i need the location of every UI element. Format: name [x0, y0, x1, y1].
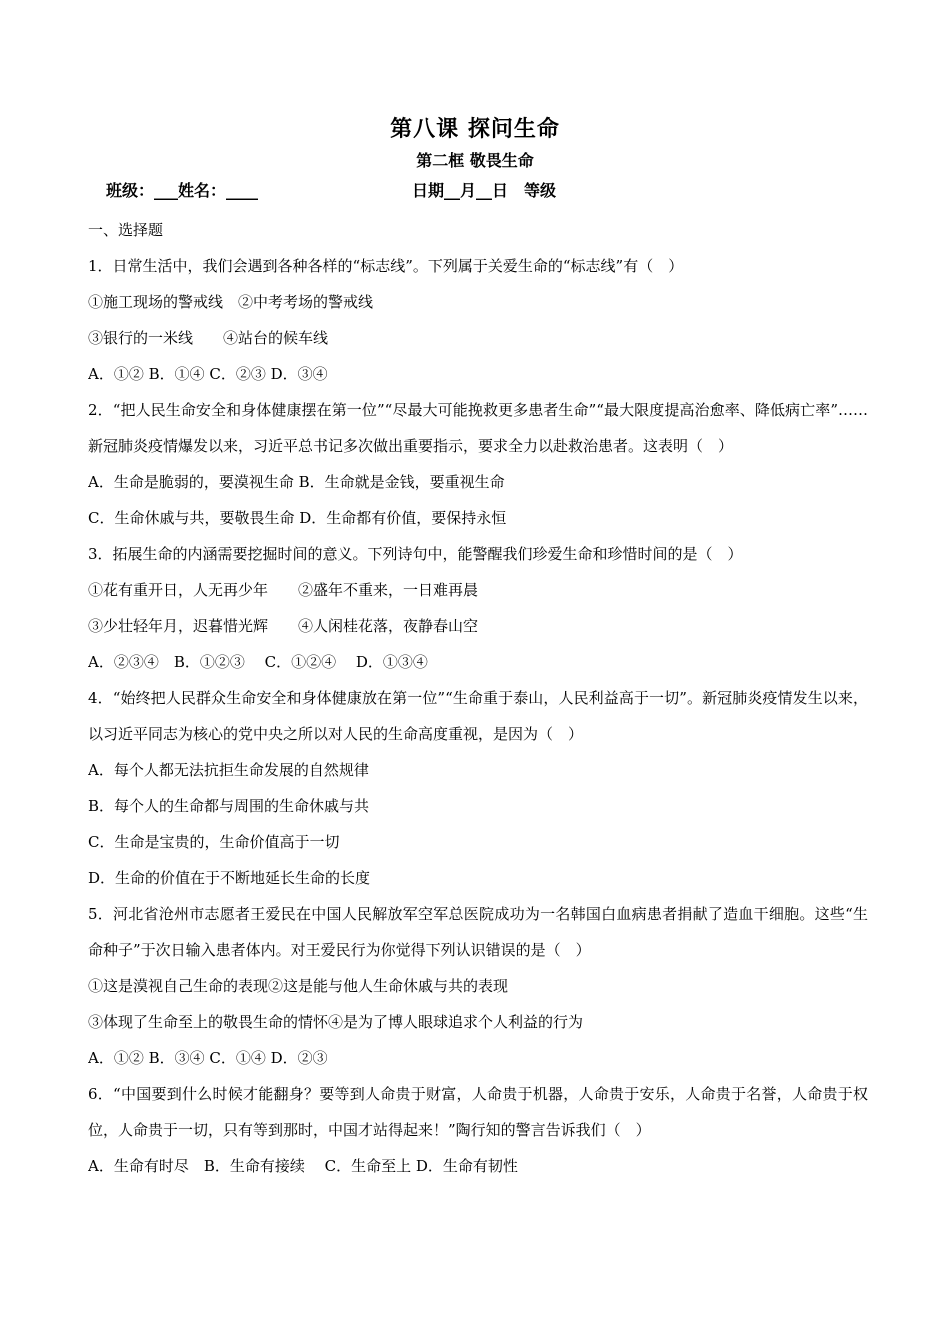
question-option: ①施工现场的警戒线 ②中考考场的警戒线 [88, 293, 374, 311]
section-subtitle: 第二框 敬畏生命 [416, 151, 534, 170]
question-stem: 2．“把人民生命安全和身体健康摆在第一位”“尽最大可能挽救更多患者生命”“最大限度提高治愈率、降低病亡率”……新冠肺炎疫情爆发以来，习近平总书记多次做出重要指示，要求全力以赴救治患者。这表明（ ） [88, 401, 868, 455]
answer-choices: A．①② B．①④ C．②③ D．③④ [88, 365, 328, 383]
question-stem: 5．河北省沧州市志愿者王爱民在中国人民解放军空军总医院成功为一名韩国白血病患者捐献了造血干细胞。这些“生命种子”于次日输入患者体内。对王爱民行为你觉得下列认识错误的是（ ） [88, 905, 868, 959]
question-option: ①这是漠视自己生命的表现②这是能与他人生命休戚与共的表现 [88, 977, 509, 995]
question-5 [88, 896, 868, 1076]
answer-choices: A．①② B．③④ C．①④ D．②③ [88, 1049, 328, 1067]
question-option: ①花有重开日，人无再少年 ②盛年不重来，一日难再晨 [88, 581, 479, 599]
section-heading: 一、选择题 [88, 221, 164, 239]
question-option: ③少壮轻年月，迟暮惜光辉 ④人闲桂花落，夜静春山空 [88, 617, 479, 635]
answer-choices: A．②③④ B．①②③ C．①②④ D．①③④ [88, 653, 428, 671]
question-6 [88, 1076, 868, 1184]
question-2 [88, 392, 868, 536]
question-stem: 4．“始终把人民群众生命安全和身体健康放在第一位”“生命重于泰山，人民利益高于一切”。新冠肺炎疫情发生以来，以习近平同志为核心的党中央之所以对人民的生命高度重视，是因为（ ） [88, 689, 868, 743]
question-stem: 6．“中国要到什么时候才能翻身？要等到人命贵于财富，人命贵于机器，人命贵于安乐，人命贵于名誉，人命贵于权位，人命贵于一切，只有等到那时，中国才站得起来！”陶行知的警言告诉我们（ ） [88, 1085, 868, 1139]
question-stem: 3．拓展生命的内涵需要挖掘时间的意义。下列诗句中，能警醒我们珍爱生命和珍惜时间的是（ ） [88, 545, 743, 563]
answer-choice: A．每个人都无法抗拒生命发展的自然规律 [88, 761, 369, 779]
question-option: ③体现了生命至上的敬畏生命的情怀④是为了博人眼球追求个人利益的行为 [88, 1013, 584, 1031]
date-grade-line: 日期__月__日 等级 [412, 181, 557, 200]
question-list [88, 212, 868, 1184]
answer-choices: A．生命有时尽 B．生命有接续 C．生命至上 D．生命有韧性 [88, 1157, 518, 1175]
lesson-title: 第八课 探问生命 [390, 116, 560, 142]
question-option: ③银行的一米线 ④站台的候车线 [88, 329, 329, 347]
answer-choice: B．每个人的生命都与周围的生命休戚与共 [88, 797, 370, 815]
answer-choice: D．生命的价值在于不断地延长生命的长度 [88, 869, 371, 887]
answer-choices: A．生命是脆弱的，要漠视生命 B．生命就是金钱，要重视生命 [88, 473, 505, 491]
question-1 [88, 248, 868, 392]
answer-choices: C．生命休戚与共，要敬畏生命 D．生命都有价值，要保持永恒 [88, 509, 507, 527]
answer-choice: C．生命是宝贵的，生命价值高于一切 [88, 833, 340, 851]
question-4 [88, 680, 868, 896]
question-stem: 1．日常生活中，我们会遇到各种各样的“标志线”。下列属于关爱生命的“标志线”有（ ） [88, 257, 684, 275]
class-name-line: 班级：___姓名：____ [106, 181, 259, 200]
question-3 [88, 536, 868, 680]
